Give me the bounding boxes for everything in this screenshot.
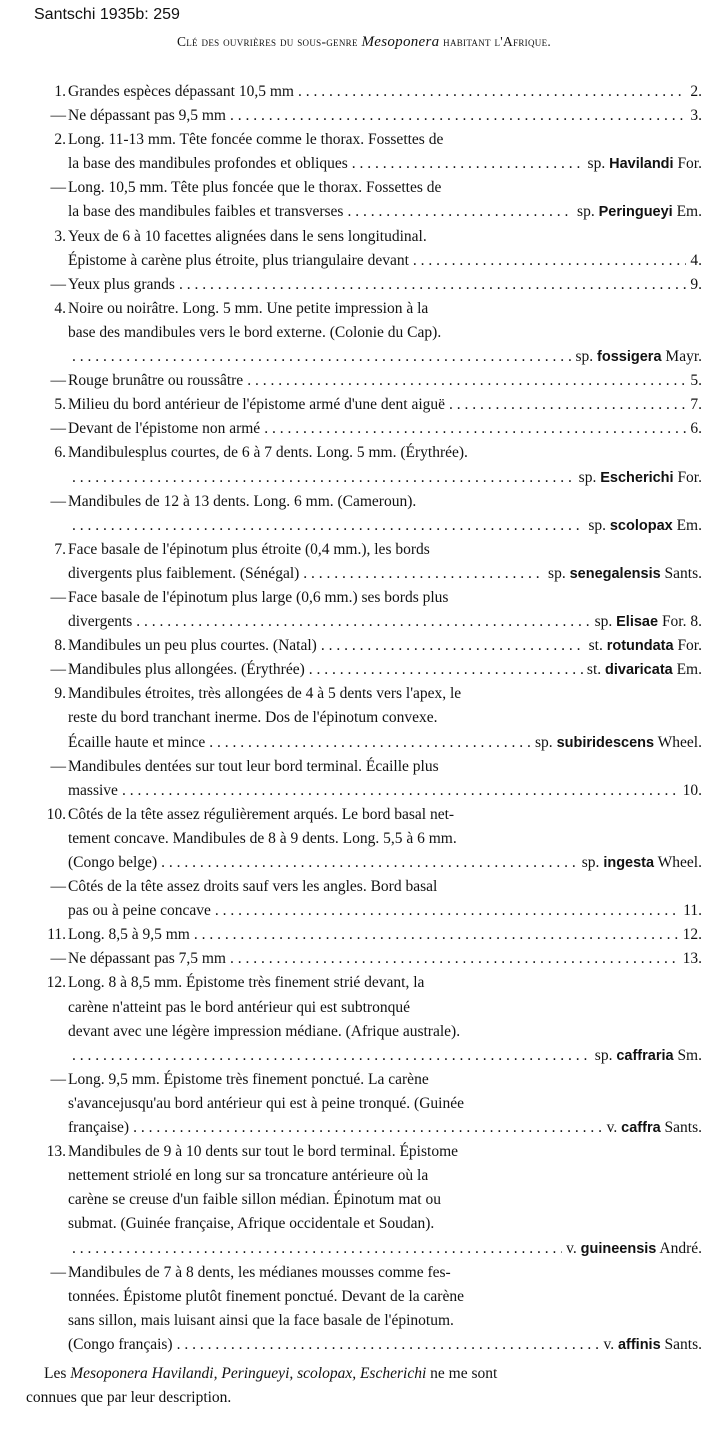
entry-line	[68, 1309, 702, 1333]
entry-result	[690, 249, 702, 273]
taxon-author: Sants.	[660, 564, 702, 582]
taxon-name: Havilandi	[609, 156, 674, 173]
entry-number: —	[50, 420, 66, 438]
entry-number: 2.	[54, 131, 66, 149]
entry-text: Rouge brunâtre ou roussâtre	[68, 372, 244, 390]
leader-dots	[303, 562, 544, 586]
entry-text: Mandibules de 9 à 10 dents sur tout le bord terminal. Épistome	[68, 1143, 459, 1161]
title-genus: Mesoponera	[361, 34, 440, 50]
entry-result	[683, 947, 702, 971]
leader-dots	[179, 273, 686, 297]
entry-number: 11.	[47, 926, 66, 944]
entry-result	[589, 634, 702, 658]
entry-line	[68, 682, 702, 706]
entry-number: —	[50, 372, 66, 390]
couplet-reference: 5.	[690, 372, 702, 390]
leader-dots	[133, 1116, 603, 1140]
entry-text: massive	[68, 781, 118, 799]
taxon-author: Wheel.	[654, 733, 702, 751]
footer-species-names: Mesoponera Havilandi, Peringueyi, scolopax, Escherichi	[70, 1365, 427, 1382]
leader-dots	[72, 345, 572, 369]
identification-key	[22, 80, 702, 1357]
entry-number: —	[50, 757, 66, 775]
taxon-author: For.	[673, 155, 702, 173]
entry-line	[68, 369, 702, 393]
entry-line	[68, 514, 702, 538]
entry-line	[68, 393, 702, 417]
taxon-name: fossigera	[597, 349, 662, 366]
taxon-name: senegalensis	[569, 565, 661, 582]
rank-label: st.	[586, 661, 605, 679]
entry-line	[68, 971, 702, 995]
entry-text: devant avec une légère impression médiane. (Afrique australe).	[68, 1022, 461, 1040]
key-entry	[22, 225, 702, 273]
entry-line	[68, 1188, 702, 1212]
entry-text: carène se creuse d'un faible sillon médian. Épinotum mat ou	[68, 1191, 441, 1209]
entry-text: Yeux plus grands	[68, 275, 175, 293]
leader-dots	[72, 1044, 591, 1068]
entry-result	[579, 466, 702, 490]
page-title	[0, 34, 728, 51]
entry-line	[68, 417, 702, 441]
entry-number: —	[50, 950, 66, 968]
leader-dots	[264, 417, 686, 441]
leader-dots	[209, 731, 531, 755]
entry-result	[595, 1044, 702, 1068]
taxon-name: caffraria	[616, 1047, 674, 1064]
entry-number: —	[50, 1263, 66, 1281]
taxon-name: caffra	[621, 1120, 661, 1137]
couplet-reference: 10.	[682, 781, 702, 799]
leader-dots	[347, 200, 573, 224]
key-entry	[22, 490, 702, 538]
entry-text: Mandibules de 7 à 8 dents, les médianes mousses comme fes-	[68, 1263, 451, 1281]
couplet-reference: 2.	[690, 83, 702, 100]
taxon-name: rotundata	[606, 638, 674, 655]
entry-line	[68, 562, 702, 586]
entry-line	[68, 658, 702, 682]
taxon-author: Wheel.	[654, 854, 702, 871]
leader-dots	[230, 947, 679, 971]
entry-text: Devant de l'épistome non armé	[68, 420, 261, 438]
rank-label: sp.	[577, 203, 599, 221]
leader-dots	[321, 634, 585, 658]
entry-line	[68, 1285, 702, 1309]
entry-result	[683, 899, 702, 923]
rank-label: sp.	[535, 733, 557, 751]
entry-number: 12.	[46, 974, 66, 992]
rank-label: sp.	[594, 613, 617, 631]
couplet-reference: 9.	[690, 275, 702, 293]
rank-label: sp.	[575, 348, 598, 366]
entry-number: 3.	[54, 227, 66, 245]
entry-number: —	[50, 275, 66, 293]
title-prefix: Clé des ouvrières du sous-genre	[176, 34, 358, 49]
couplet-reference: 4.	[690, 251, 702, 269]
taxon-name: affinis	[617, 1336, 661, 1353]
leader-dots	[309, 658, 583, 682]
entry-result	[566, 1237, 702, 1261]
entry-line	[68, 1261, 702, 1285]
key-entry	[22, 441, 702, 489]
entry-text: reste du bord tranchant inerme. Dos de l'épinotum convexe.	[68, 709, 438, 727]
entry-number: —	[50, 107, 66, 125]
entry-number: —	[50, 661, 66, 679]
entry-result	[683, 779, 702, 803]
entry-text: nettement striolé en long sur sa troncature antérieure où la	[68, 1167, 429, 1185]
entry-text: Milieu du bord antérieur de l'épistome armé d'une dent aiguë	[68, 396, 446, 414]
entry-text: Ne dépassant pas 7,5 mm	[68, 950, 226, 968]
entry-line	[68, 1068, 702, 1092]
entry-line	[68, 779, 702, 803]
key-entry	[22, 634, 702, 658]
entry-line	[68, 731, 702, 755]
entry-text: Face basale de l'épinotum plus large (0,6 mm.) ses bords plus	[68, 588, 449, 606]
leader-dots	[177, 1333, 600, 1357]
entry-text: tement concave. Mandibules de 8 à 9 dents. Long. 5,5 à 6 mm.	[68, 829, 457, 847]
entry-result	[577, 200, 702, 224]
couplet-reference: 3.	[690, 107, 702, 125]
entry-line	[68, 200, 702, 224]
entry-line	[68, 1164, 702, 1188]
entry-line	[68, 803, 702, 827]
leader-dots	[72, 466, 575, 490]
entry-number: 1.	[54, 83, 66, 100]
key-entry	[22, 273, 702, 297]
entry-line	[68, 273, 702, 297]
entry-line	[68, 1116, 702, 1140]
entry-line	[68, 899, 702, 923]
entry-result	[582, 851, 702, 875]
key-entry	[22, 1068, 702, 1140]
leader-dots	[352, 152, 584, 176]
entry-text: Face basale de l'épinotum plus étroite (0,4 mm.), les bords	[68, 540, 430, 558]
entry-text: s'avancejusqu'au bord antérieur qui est à peine tronqué. (Guinée	[68, 1094, 464, 1112]
entry-text: base des mandibules vers le bord externe. (Colonie du Cap).	[68, 323, 442, 341]
entry-number: 4.	[54, 299, 66, 317]
entry-text: Mandibules de 12 à 13 dents. Long. 6 mm. (Cameroun).	[68, 492, 417, 510]
entry-text: (Congo belge)	[68, 854, 158, 871]
leader-dots	[449, 393, 686, 417]
entry-text: Long. 10,5 mm. Tête plus foncée que le thorax. Fossettes de	[68, 179, 442, 197]
key-entry	[22, 923, 702, 947]
entry-line	[68, 225, 702, 249]
taxon-author: For.	[673, 637, 702, 655]
entry-result	[603, 1333, 702, 1357]
key-entry	[22, 682, 702, 754]
entry-number: —	[50, 179, 66, 197]
entry-text: Long. 8,5 à 9,5 mm	[68, 926, 190, 944]
entry-text: la base des mandibules faibles et transverses	[68, 203, 344, 221]
key-entry	[22, 586, 702, 634]
entry-line	[68, 490, 702, 514]
entry-number: —	[50, 588, 66, 606]
entry-line	[68, 1092, 702, 1116]
taxon-author: Em.	[672, 203, 702, 221]
entry-text: Long. 9,5 mm. Épistome très finement ponctué. La carène	[68, 1070, 429, 1088]
entry-result	[588, 514, 702, 538]
leader-dots	[136, 610, 590, 634]
rank-label: v.	[566, 1239, 581, 1257]
title-suffix: habitant l'Afrique.	[443, 34, 552, 49]
entry-line	[68, 610, 702, 634]
entry-line	[68, 80, 702, 104]
footer-line-2: connues que par leur description.	[26, 1389, 232, 1406]
leader-dots	[72, 514, 584, 538]
entry-result	[690, 80, 702, 104]
taxon-author: Em.	[672, 516, 702, 534]
entry-line	[68, 1333, 702, 1357]
entry-text: sans sillon, mais luisant ainsi que la face basale de l'épinotum.	[68, 1311, 454, 1329]
citation: Santschi 1935b: 259	[34, 6, 180, 23]
entry-line	[68, 104, 702, 128]
rank-label: sp.	[548, 564, 570, 582]
key-entry	[22, 658, 702, 682]
taxon-author: Em.	[672, 661, 702, 679]
taxon-name: guineensis	[580, 1240, 657, 1257]
key-entry	[22, 369, 702, 393]
entry-line	[68, 923, 702, 947]
rank-label: sp.	[594, 1046, 617, 1064]
entry-line	[68, 1044, 702, 1068]
entry-result	[690, 104, 702, 128]
entry-text: Long. 11-13 mm. Tête foncée comme le thorax. Fossettes de	[68, 131, 444, 149]
key-entry	[22, 947, 702, 971]
footer-suffix: ne me sont	[426, 1365, 498, 1382]
entry-result	[535, 731, 702, 755]
entry-text: la base des mandibules profondes et obliques	[68, 155, 348, 173]
entry-result	[690, 393, 702, 417]
entry-result	[690, 273, 702, 297]
entry-line	[68, 1140, 702, 1164]
leader-dots	[230, 104, 686, 128]
entry-number: 6.	[54, 444, 66, 462]
entry-result	[548, 562, 702, 586]
entry-line	[68, 1212, 702, 1236]
entry-text: Yeux de 6 à 10 facettes alignées dans le sens longitudinal.	[68, 227, 427, 245]
key-entry	[22, 393, 702, 417]
taxon-author: Mayr.	[661, 348, 702, 366]
rank-label: sp.	[587, 155, 610, 173]
rank-label: sp.	[581, 854, 604, 871]
leader-dots	[161, 851, 578, 875]
entry-number: 10.	[46, 805, 66, 823]
entry-line	[68, 706, 702, 730]
entry-text: Côtés de la tête assez régulièrement arqués. Le bord basal net-	[68, 805, 455, 823]
entry-text: divergents plus faiblement. (Sénégal)	[68, 564, 300, 582]
entry-result	[576, 345, 703, 369]
entry-result	[683, 923, 702, 947]
entry-result	[607, 1116, 702, 1140]
entry-result	[587, 658, 702, 682]
entry-text: française)	[68, 1119, 130, 1137]
entry-line	[68, 538, 702, 562]
taxon-author: Sm.	[673, 1046, 702, 1064]
entry-line	[68, 947, 702, 971]
couplet-reference: 12.	[682, 926, 702, 944]
leader-dots	[298, 80, 686, 104]
taxon-author: For.	[673, 468, 702, 486]
key-entry	[22, 803, 702, 875]
key-entry	[22, 128, 702, 176]
couplet-reference: 6.	[690, 420, 702, 438]
taxon-author: Sants.	[660, 1119, 702, 1137]
entry-line	[68, 755, 702, 779]
entry-line	[68, 441, 702, 465]
taxon-name: Elisae	[616, 614, 659, 631]
entry-text: Mandibules dentées sur tout leur bord terminal. Écaille plus	[68, 757, 439, 775]
entry-line	[68, 321, 702, 345]
rank-label: v.	[603, 1335, 618, 1353]
taxon-name: scolopax	[609, 517, 673, 534]
entry-text: Mandibulesplus courtes, de 6 à 7 dents. Long. 5 mm. (Érythrée).	[68, 444, 468, 462]
entry-number: 13.	[46, 1143, 66, 1161]
entry-result	[588, 152, 702, 176]
entry-text: Mandibules étroites, très allongées de 4 à 5 dents vers l'apex, le	[68, 685, 462, 703]
entry-text: Ne dépassant pas 9,5 mm	[68, 107, 226, 125]
key-entry	[22, 80, 702, 104]
rank-label: sp.	[578, 468, 601, 486]
leader-dots	[247, 369, 686, 393]
key-entry	[22, 104, 702, 128]
entry-text: Côtés de la tête assez droits sauf vers les angles. Bord basal	[68, 878, 438, 896]
entry-text: Écaille haute et mince	[68, 733, 206, 751]
entry-number: 9.	[54, 685, 66, 703]
entry-line	[68, 1237, 702, 1261]
taxon-name: subiridescens	[556, 734, 655, 751]
entry-text: Épistome à carène plus étroite, plus triangulaire devant	[68, 251, 409, 269]
entry-line	[68, 996, 702, 1020]
entry-result	[690, 417, 702, 441]
entry-text: submat. (Guinée française, Afrique occidentale et Soudan).	[68, 1215, 435, 1233]
key-entry	[22, 538, 702, 586]
entry-text: Mandibules plus allongées. (Érythrée)	[68, 661, 305, 679]
key-entry	[22, 176, 702, 224]
key-entry	[22, 755, 702, 803]
rank-label: st.	[588, 637, 607, 655]
entry-result	[595, 610, 702, 634]
taxon-name: ingesta	[603, 855, 655, 871]
entry-text: carène n'atteint pas le bord antérieur qui est subtronqué	[68, 998, 410, 1016]
rank-label: sp.	[588, 516, 610, 534]
key-entry	[22, 971, 702, 1067]
entry-text: tonnées. Épistome plutôt finement ponctué. Devant de la carène	[68, 1287, 464, 1305]
leader-dots	[413, 249, 686, 273]
entry-result	[690, 369, 702, 393]
taxon-name: Escherichi	[600, 469, 674, 486]
rank-label: v.	[606, 1119, 622, 1137]
leader-dots	[215, 899, 679, 923]
entry-line	[68, 1020, 702, 1044]
entry-text: divergents	[68, 613, 133, 631]
leader-dots	[72, 1237, 562, 1261]
entry-text: Noire ou noirâtre. Long. 5 mm. Une petite impression à la	[68, 299, 429, 317]
entry-line	[68, 297, 702, 321]
taxon-author: For. 8.	[658, 613, 702, 631]
key-entry	[22, 1140, 702, 1260]
entry-line	[68, 345, 702, 369]
couplet-reference: 13.	[682, 950, 702, 968]
entry-line	[68, 634, 702, 658]
leader-dots	[194, 923, 679, 947]
key-entry	[22, 417, 702, 441]
entry-line	[68, 586, 702, 610]
taxon-author: Sants.	[660, 1335, 702, 1353]
key-entry	[22, 875, 702, 923]
entry-number: —	[50, 1070, 66, 1088]
couplet-reference: 11.	[683, 902, 702, 920]
leader-dots	[122, 779, 679, 803]
entry-number: 8.	[54, 637, 66, 655]
entry-line	[68, 875, 702, 899]
entry-line	[68, 249, 702, 273]
entry-line	[68, 176, 702, 200]
footer-prefix: Les	[44, 1365, 71, 1382]
entry-line	[68, 128, 702, 152]
entry-line	[68, 466, 702, 490]
taxon-name: Peringueyi	[598, 204, 673, 221]
entry-number: —	[50, 492, 66, 510]
key-entry	[22, 1261, 702, 1357]
entry-text: Long. 8 à 8,5 mm. Épistome très finement strié devant, la	[68, 974, 425, 992]
entry-text: Mandibules un peu plus courtes. (Natal)	[68, 637, 317, 655]
entry-line	[68, 827, 702, 851]
entry-line	[68, 152, 702, 176]
entry-text: Grandes espèces dépassant 10,5 mm	[68, 83, 294, 100]
taxon-name: divaricata	[605, 662, 673, 679]
entry-text: pas ou à peine concave	[68, 902, 211, 920]
entry-number: —	[50, 878, 66, 896]
footer-note	[26, 1362, 706, 1410]
entry-text: (Congo français)	[68, 1335, 173, 1353]
key-entry	[22, 297, 702, 369]
entry-number: 5.	[54, 396, 66, 414]
entry-number: 7.	[54, 540, 66, 558]
taxon-author: André.	[656, 1239, 702, 1257]
entry-line	[68, 851, 702, 875]
couplet-reference: 7.	[690, 396, 702, 414]
